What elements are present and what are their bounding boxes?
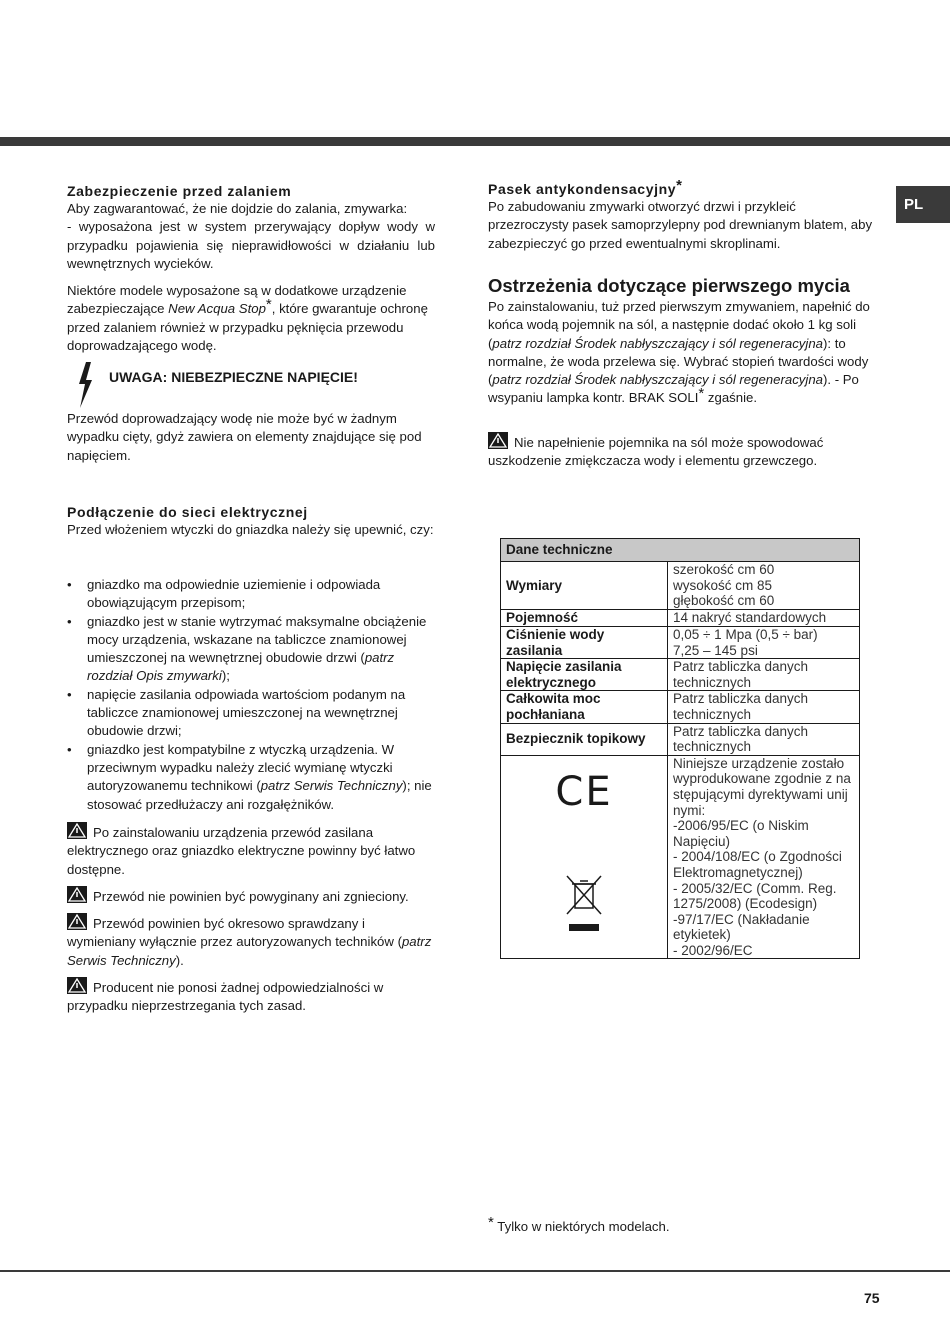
warning-triangle-icon <box>67 913 87 930</box>
warning-note: Po zainstalowaniu urządzenia przewód zasilana elektrycznego oraz gniazdko elektryczne powinny być łatwo dostępne. <box>67 822 435 879</box>
language-tab: PL <box>896 186 950 223</box>
left-section-electric <box>67 503 435 539</box>
list-item: • gniazdko jest w stanie wytrzymać maksymalne obciążenie mocy urządzenia, wskazane na tabliczce znamionowej umieszczonej na wewnętrznej obudowie drzwi (patrz rozdział Opis zmywarki); <box>67 613 435 686</box>
warning-triangle-icon <box>67 822 87 839</box>
directives-text: Niniejsze urządzenie zostało wyprodukowane zgodnie z na stępującymi dyrektywami unij nymi: -2006/95/EC (o Niskim Napięciu) - 2004/108/EC (o Zgodności Elektromagnetycznej) - 2005/32/EC (Comm. Reg. 1275/2008) (Ecodesign) -97/17/EC (Nakładanie etykietek) - 2002/96/EC <box>668 755 860 959</box>
section-title-electric: Podłączenie do sieci elektrycznej <box>67 504 308 520</box>
list-item: • gniazdko jest kompatybilne z wtyczką urządzenia. W przeciwnym wypadku należy zlecić wymianę wtyczki autoryzowanemu technikowi (patrz Serwis Techniczny); nie stosować przedłużaczy ani rozgałężników. <box>67 741 435 814</box>
paragraph-acqua-stop: Niektóre modele wyposażone są w dodatkowe urządzenie zabezpieczające New Acqua Stop*, które gwarantuje ochronę przed zalaniem również w przypadku pęknięcia przewodu doprowadzającego wodę. <box>67 283 428 353</box>
voltage-warning-title: UWAGA: NIEBEZPIECZNE NAPIĘCIE! <box>109 369 358 385</box>
right-section-strip <box>488 177 873 253</box>
warning-note: Przewód powinien być okresowo sprawdzany i wymieniany wyłącznie przez autoryzowanych techników (patrz Serwis Techniczny). <box>67 913 435 970</box>
table-row: Pojemność 14 nakryć standardowych <box>501 610 860 627</box>
section-title-strip: Pasek antykondensacyjny* <box>488 177 683 197</box>
table-row: Napięcie zasilania elektrycznego Patrz tabliczka danych technicznych <box>501 659 860 691</box>
table-row: Wymiary szerokość cm 60 wysokość cm 85 głębokość cm 60 <box>501 562 860 610</box>
left-section-water <box>67 182 435 273</box>
technical-data-table <box>500 538 860 959</box>
lightning-bolt-icon <box>76 362 94 408</box>
bottom-rule <box>0 1270 950 1272</box>
footnote: * Tylko w niektórych modelach. <box>488 1214 670 1234</box>
warning-note: Producent nie ponosi żadnej odpowiedzialności w przypadku nieprzestrzegania tych zasad. <box>67 977 435 1016</box>
paragraph: Przed włożeniem wtyczki do gniazdka należy się upewnić, czy: <box>67 522 434 537</box>
top-bar <box>0 137 950 146</box>
table-row: Ciśnienie wody zasilania 0,05 ÷ 1 Mpa (0,5 ÷ bar) 7,25 – 145 psi <box>501 627 860 659</box>
section-title-first-wash: Ostrzeżenia dotyczące pierwszego mycia <box>488 275 850 296</box>
warning-note: Nie napełnienie pojemnika na sól może spowodować uszkodzenie zmiękczacza wody i elementu grzewczego. <box>488 432 873 471</box>
table-row <box>501 755 860 959</box>
crossed-bin-icon <box>564 874 604 936</box>
section-title-water: Zabezpieczenie przed zalaniem <box>67 183 292 199</box>
warning-triangle-icon <box>488 432 508 449</box>
right-section-first-wash: Ostrzeżenia dotyczące pierwszego mycia Po zainstalowaniu, tuż przed pierwszym zmywaniem, napełnić do końca wodą pojemnik na sól, a następnie dodać około 1 kg soli (patrz rozdział Środek nabłyszczający i sól regeneracyjna): to normalne, że woda przelewa się. Wybrać stopień twardości wody (patrz rozdział Środek nabłyszczający i sól regeneracyjna). - Po wsypaniu lampka kontr. BRAK SOLI* zgaśnie. <box>488 275 873 408</box>
list-item: • gniazdko ma odpowiednie uziemienie i odpowiada obowiązującym przepisom; <box>67 576 435 613</box>
warning-triangle-icon <box>67 886 87 903</box>
table-row: Bezpiecznik topikowy Patrz tabliczka danych technicznych <box>501 723 860 755</box>
table-row: Całkowita moc pochłaniana Patrz tabliczka danych technicznych <box>501 691 860 723</box>
paragraph: Aby zagwarantować, że nie dojdzie do zalania, zmywarka: <box>67 201 408 216</box>
paragraph-voltage: Przewód doprowadzający wodę nie może być w żadnym wypadku cięty, gdyż zawiera on elementy znajdujące się pod napięciem. <box>67 411 422 463</box>
bullet-list <box>67 576 435 814</box>
warning-note: Przewód nie powinien być powyginany ani zgnieciony. <box>67 886 435 906</box>
compliance-marks <box>501 755 668 959</box>
page-number: 75 <box>864 1290 880 1306</box>
paragraph: Po zabudowaniu zmywarki otworzyć drzwi i przykleić przezroczysty pasek samoprzylepny pod drewnianym blatem, aby zabezpieczyć go przed ewentualnymi skroplinami. <box>488 199 873 251</box>
ce-mark: CE <box>555 768 613 815</box>
warning-triangle-icon <box>67 977 87 994</box>
paragraph: - wyposażona jest w system przerywający dopływ wody w przypadku pojawienia się nieprawidłowości w działaniu lub wewnętrznych wycieków. <box>67 219 435 271</box>
table-header: Dane techniczne <box>501 539 860 562</box>
list-item: • napięcie zasilania odpowiada wartościom podanym na tabliczce znamionowej umieszczonej na wewnętrznej obudowie drzwi; <box>67 686 435 741</box>
